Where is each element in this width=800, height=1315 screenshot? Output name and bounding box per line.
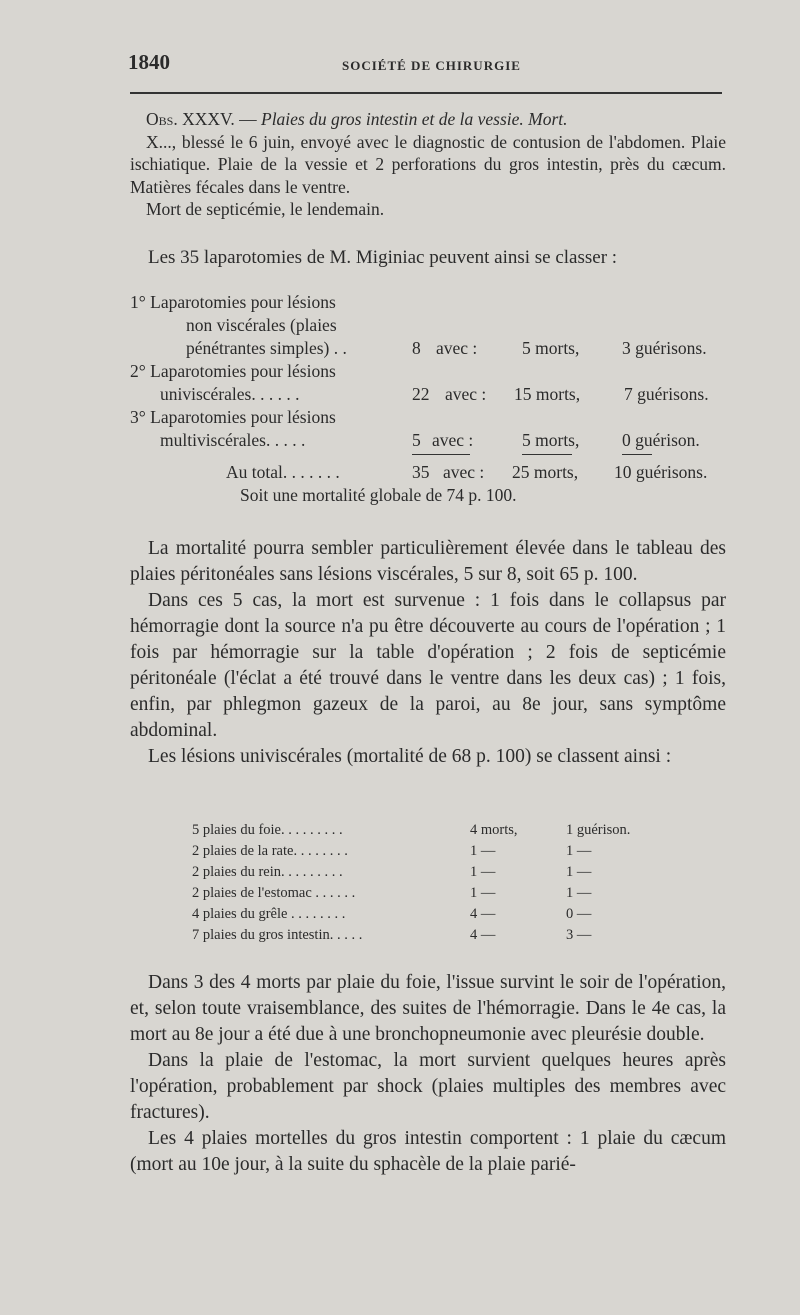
paragraph-group-2 bbox=[130, 970, 726, 1178]
total-morts: 25 morts, bbox=[512, 462, 579, 482]
class-row-2-morts: 15 morts, bbox=[514, 384, 581, 404]
observation-outcome: Mort de septicémie, le lendemain. bbox=[146, 199, 385, 219]
paragraph-group-1 bbox=[130, 536, 726, 770]
classification-table bbox=[130, 292, 726, 512]
lesion-row-1-guerisons: 1 guérison. bbox=[566, 822, 631, 838]
lesion-row-6-morts: 4 — bbox=[470, 927, 496, 943]
class-row-2-guerisons: 7 guérisons. bbox=[624, 384, 709, 404]
observation-block bbox=[130, 108, 726, 221]
class-row-2-line-1: 2° Laparotomies pour lésions bbox=[130, 361, 336, 381]
class-row-1-guerisons: 3 guérisons. bbox=[622, 338, 707, 358]
paragraph-foie: Dans 3 des 4 morts par plaie du foie, l'issue survint le soir de l'opération, et, selon toute vraisemblance, des suites de l'hémorragie. Dans le 4e cas, la mort au 8e jour a été due à une bronchopneumonie avec pleurésie double. bbox=[130, 972, 726, 1045]
observation-dash: — bbox=[234, 109, 261, 129]
lesion-row-6-label: 7 plaies du gros intestin. . . . . bbox=[192, 927, 363, 943]
lesion-row-3-label: 2 plaies du rein. . . . . . . . . bbox=[192, 864, 343, 880]
lesion-row-2-label: 2 plaies de la rate. . . . . . . . bbox=[192, 843, 348, 859]
class-row-1-line-3: pénétrantes simples) . . bbox=[186, 338, 347, 358]
paragraph-gros-intestin: Les 4 plaies mortelles du gros intestin comportent : 1 plaie du cæcum (mort au 10e jour, à la suite du sphacèle de la plaie parié- bbox=[130, 1128, 726, 1175]
lesion-row-1-morts: 4 morts, bbox=[470, 822, 518, 838]
class-row-3-count: 5 bbox=[412, 430, 421, 450]
class-row-1-count: 8 bbox=[412, 338, 421, 358]
class-row-2-count: 22 bbox=[412, 384, 430, 404]
total-avec: avec : bbox=[443, 462, 485, 482]
lesion-row-4-label: 2 plaies de l'estomac . . . . . . bbox=[192, 885, 356, 901]
paragraph-estomac: Dans la plaie de l'estomac, la mort survient quelques heures après l'opération, probablement par shock (plaies multiples des membres avec fractures). bbox=[130, 1050, 726, 1123]
class-row-2-avec: avec : bbox=[445, 384, 487, 404]
lesion-row-5-guerisons: 0 — bbox=[566, 906, 592, 922]
total-count: 35 bbox=[412, 462, 430, 482]
total-guerisons: 10 guérisons. bbox=[614, 462, 708, 482]
paragraph-mortality: La mortalité pourra sembler particulièrement élevée dans le tableau des plaies péritonéales sans lésions viscérales, 5 sur 8, soit 65 p. 100. bbox=[130, 538, 726, 585]
class-row-2-line-2: univiscérales. . . . . . bbox=[160, 384, 300, 404]
page-number: 1840 bbox=[128, 50, 170, 74]
class-row-1-avec: avec : bbox=[436, 338, 478, 358]
classification-intro: Les 35 laparotomies de M. Miginiac peuvent ainsi se classer : bbox=[148, 247, 618, 268]
class-row-3-line-2: multiviscérales. . . . . bbox=[160, 430, 306, 450]
class-row-3-avec: avec : bbox=[432, 430, 474, 450]
lesion-row-2-guerisons: 1 — bbox=[566, 843, 592, 859]
observation-text: X..., blessé le 6 juin, envoyé avec le diagnostic de contusion de l'abdomen. Plaie ischiatique. Plaie de la vessie et 2 perforations du gros intestin, près du cæcum. Matières fécales dans le ventre. bbox=[130, 131, 726, 197]
total-label: Au total. . . . . . . bbox=[226, 462, 340, 482]
lesion-row-4-guerisons: 1 — bbox=[566, 885, 592, 901]
observation-title: Plaies du gros intestin et de la vessie. Mort. bbox=[261, 109, 568, 129]
sum-rule-avec bbox=[412, 454, 470, 455]
running-title: SOCIÉTÉ DE CHIRURGIE bbox=[342, 58, 521, 73]
lesion-row-3-guerisons: 1 — bbox=[566, 864, 592, 880]
class-row-1-line-1: 1° Laparotomies pour lésions bbox=[130, 292, 336, 312]
header-rule bbox=[130, 92, 722, 94]
observation-label: Obs. XXXV. bbox=[146, 109, 235, 129]
class-row-1-morts: 5 morts, bbox=[522, 338, 580, 358]
lesion-row-4-morts: 1 — bbox=[470, 885, 496, 901]
lesion-row-5-label: 4 plaies du grêle . . . . . . . . bbox=[192, 906, 346, 922]
global-mortality: Soit une mortalité globale de 74 p. 100. bbox=[240, 485, 517, 505]
sum-rule-morts bbox=[522, 454, 572, 455]
class-row-1-line-2: non viscérales (plaies bbox=[186, 315, 337, 335]
class-row-3-guerisons: 0 guérison. bbox=[622, 430, 700, 450]
lesion-row-6-guerisons: 3 — bbox=[566, 927, 592, 943]
lesion-row-5-morts: 4 — bbox=[470, 906, 496, 922]
lesions-table bbox=[130, 822, 726, 950]
sum-rule-guerisons bbox=[622, 454, 652, 455]
class-row-3-line-1: 3° Laparotomies pour lésions bbox=[130, 407, 336, 427]
class-row-3-morts: 5 morts, bbox=[522, 430, 580, 450]
lesion-row-2-morts: 1 — bbox=[470, 843, 496, 859]
lesion-row-1-label: 5 plaies du foie. . . . . . . . . bbox=[192, 822, 343, 838]
observation-heading bbox=[130, 108, 726, 131]
paragraph-univiscerales: Les lésions univiscérales (mortalité de 68 p. 100) se classent ainsi : bbox=[148, 746, 672, 767]
paragraph-five-cases: Dans ces 5 cas, la mort est survenue : 1 fois dans le collapsus par hémorragie dont la source n'a pu être découverte au cours de l'opération ; 1 fois par hémorragie sur la table d'opération ; 2 fois de septicémie péritonéale (l'éclat a été trouvé dans le ventre dans les deux cas) ; 1 fois, enfin, par phlegmon gazeux de la paroi, au 8e jour, sans symptôme abdominal. bbox=[130, 590, 726, 741]
lesion-row-3-morts: 1 — bbox=[470, 864, 496, 880]
